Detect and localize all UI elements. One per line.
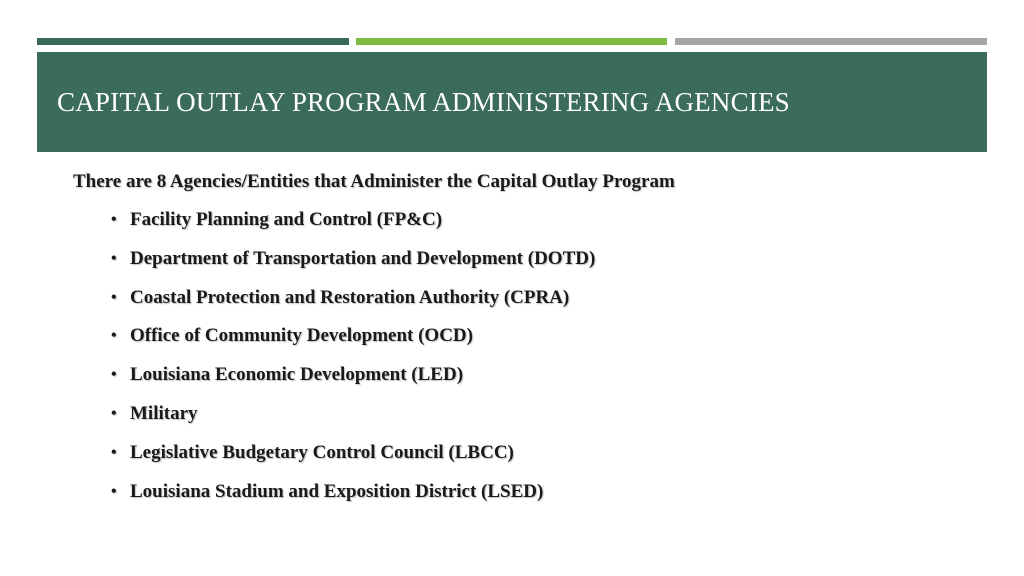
agency-label: Department of Transportation and Development (DOTD) <box>130 247 596 269</box>
title-band <box>37 52 987 152</box>
bullet-icon: • <box>111 211 117 228</box>
list-item <box>111 208 595 232</box>
bullet-icon: • <box>111 327 117 345</box>
agency-label: Office of Community Development (OCD) <box>130 325 473 347</box>
bullet-icon: • <box>111 366 117 384</box>
list-item <box>111 324 595 348</box>
list-item <box>111 402 595 426</box>
bullet-icon: • <box>111 288 117 306</box>
agency-label: Louisiana Economic Development (LED) <box>130 364 464 386</box>
intro-text: There are 8 Agencies/Entities that Administer the Capital Outlay Program <box>73 171 675 192</box>
agency-label: Facility Planning and Control (FP&C) <box>130 209 443 230</box>
accent-bar-gray <box>675 38 987 45</box>
list-item <box>111 480 595 504</box>
bullet-icon: • <box>111 404 117 422</box>
accent-bar-dark-green <box>37 38 349 45</box>
agency-label: Coastal Protection and Restoration Authority (CPRA) <box>130 286 570 308</box>
list-item <box>111 247 595 271</box>
list-item <box>111 286 595 310</box>
agency-label: Legislative Budgetary Control Council (LBCC) <box>130 441 514 463</box>
slide-title: CAPITAL OUTLAY PROGRAM ADMINISTERING AGENCIES <box>57 86 790 117</box>
bullet-icon: • <box>111 443 117 461</box>
list-item <box>111 363 595 387</box>
agency-label: Military <box>130 402 198 424</box>
list-item <box>111 441 595 465</box>
accent-bar-light-green <box>356 38 667 45</box>
slide-content <box>73 170 973 502</box>
bullet-icon: • <box>111 482 117 500</box>
agency-label: Louisiana Stadium and Exposition District (LSED) <box>130 480 544 502</box>
agency-list <box>111 208 595 518</box>
bullet-icon: • <box>111 249 117 267</box>
